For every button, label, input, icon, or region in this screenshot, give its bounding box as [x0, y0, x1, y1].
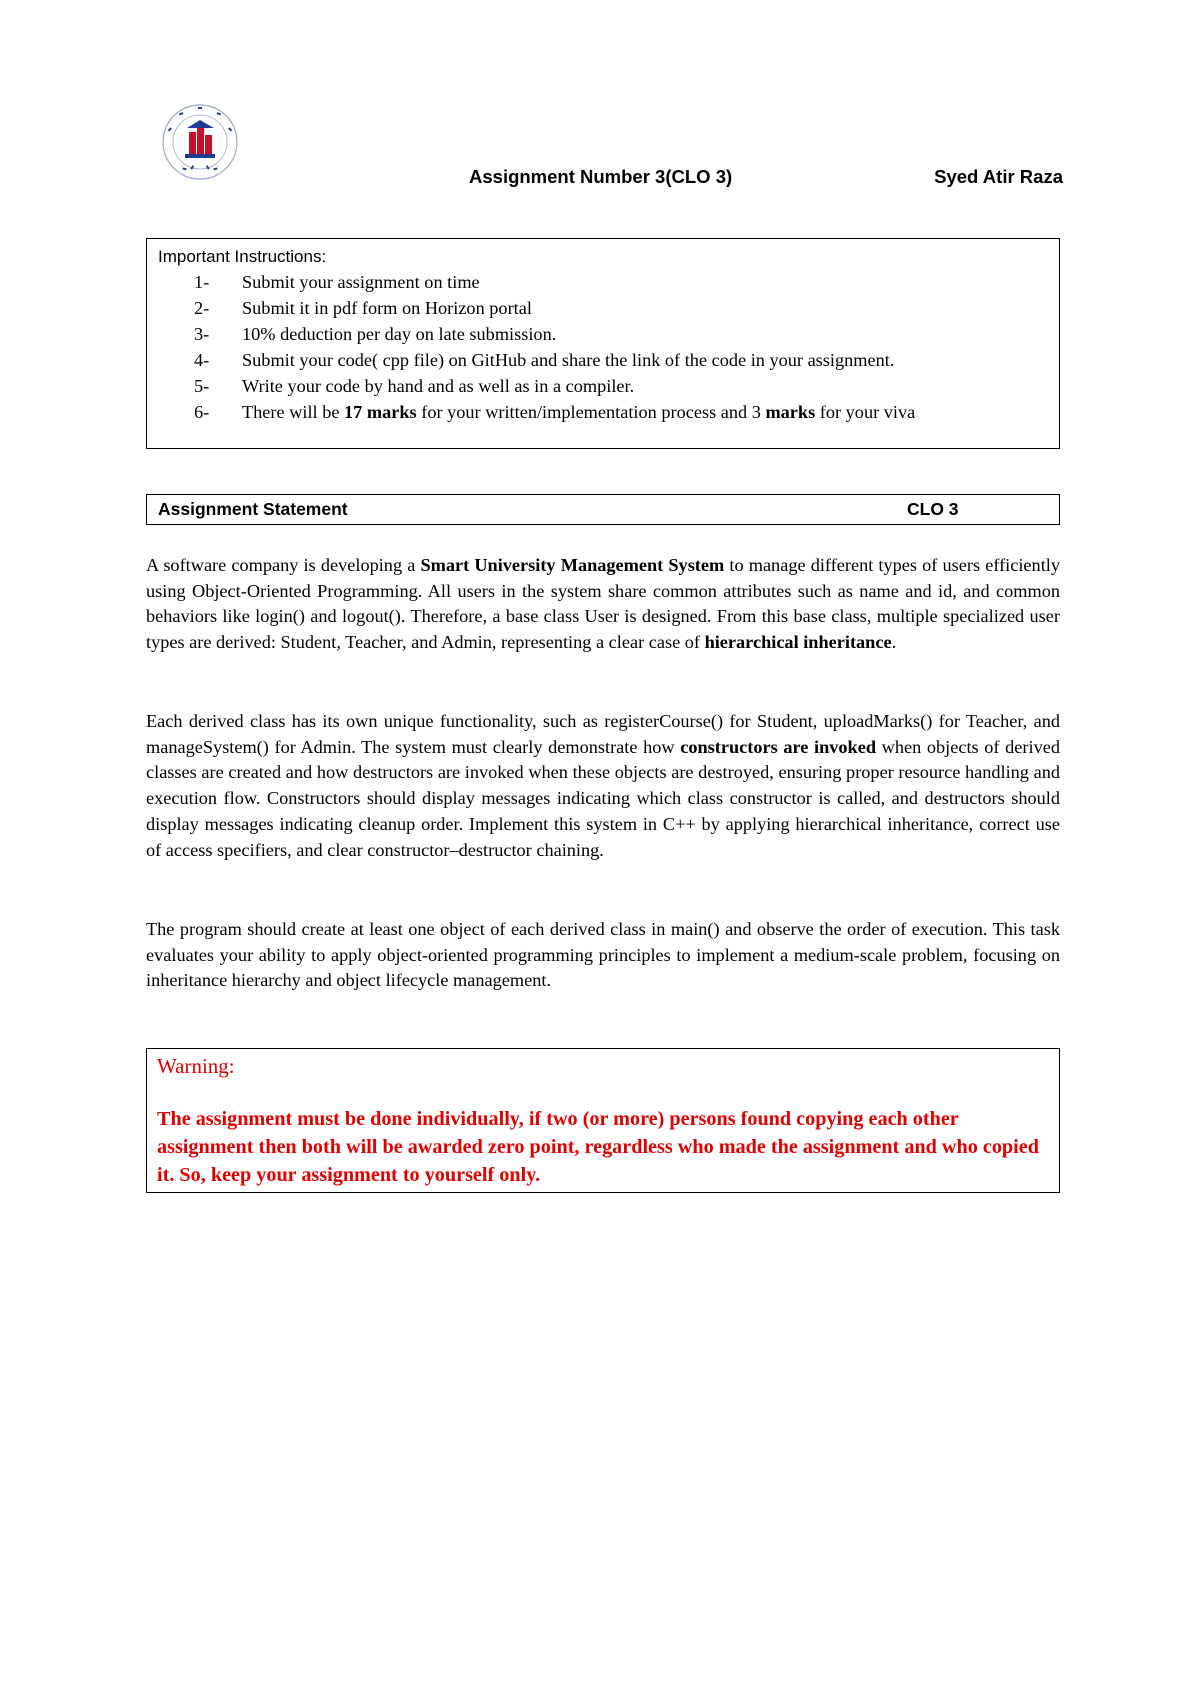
instruction-item: 3- 10% deduction per day on late submission. — [194, 324, 557, 344]
statement-header — [146, 494, 1060, 525]
university-logo — [160, 102, 240, 182]
instruction-item: 5- Write your code by hand and as well as in a compiler. — [194, 376, 635, 396]
statement-label: Assignment Statement — [158, 499, 348, 519]
warning-box — [146, 1048, 1060, 1193]
instruction-item: 1- Submit your assignment on time — [194, 272, 480, 292]
instruction-item: 4- Submit your code( cpp file) on GitHub and share the link of the code in your assignment. — [194, 350, 895, 370]
instructions-heading: Important Instructions: — [158, 247, 327, 266]
instruction-item: 2- Submit it in pdf form on Horizon portal — [194, 298, 532, 318]
paragraph-1: A software company is developing a Smart University Management System to manage different types of users efficiently using Object-Oriented Programming. All users in the system share common attributes such as name and id, and common behaviors like login() and logout(). Therefore, a base class User is designed. From this base class, multiple specialized user types are derived: Student, Teacher, and Admin, representing a clear case of hierarchical inheritance. — [146, 555, 1060, 653]
paragraph-3: The program should create at least one object of each derived class in main() and observe the order of execution. This task evaluates your ability to apply object-oriented programming principles to implement a medium-scale problem, focusing on inheritance hierarchy and object lifecycle management. — [146, 919, 1060, 991]
instruction-item: 6- There will be 17 marks for your written/implementation process and 3 marks for your viva — [194, 402, 916, 422]
warning-body: The assignment must be done individually, if two (or more) persons found copying each other assignment then both will be awarded zero point, regardless who made the assignment and who copied it. So, keep your assignment to yourself only. — [157, 1108, 1039, 1186]
warning-title: Warning: — [157, 1054, 235, 1078]
assignment-title: Assignment Number 3(CLO 3) — [469, 166, 733, 187]
author-name: Syed Atir Raza — [934, 166, 1063, 187]
instructions-box — [146, 238, 1060, 449]
paragraph-2: Each derived class has its own unique functionality, such as registerCourse() for Student, uploadMarks() for Teacher, and manageSystem() for Admin. The system must clearly demonstrate how constructors are invoked when objects of derived classes are created and how destructors are invoked when these objects are destroyed, ensuring proper resource handling and execution flow. Constructors should display messages indicating which class constructor is called, and destructors should display messages indicating cleanup order. Implement this system in C++ by applying hierarchical inheritance, correct use of access specifiers, and clear constructor–destructor chaining. — [146, 711, 1060, 860]
statement-clo: CLO 3 — [907, 499, 959, 519]
instructions-list — [158, 269, 1049, 425]
